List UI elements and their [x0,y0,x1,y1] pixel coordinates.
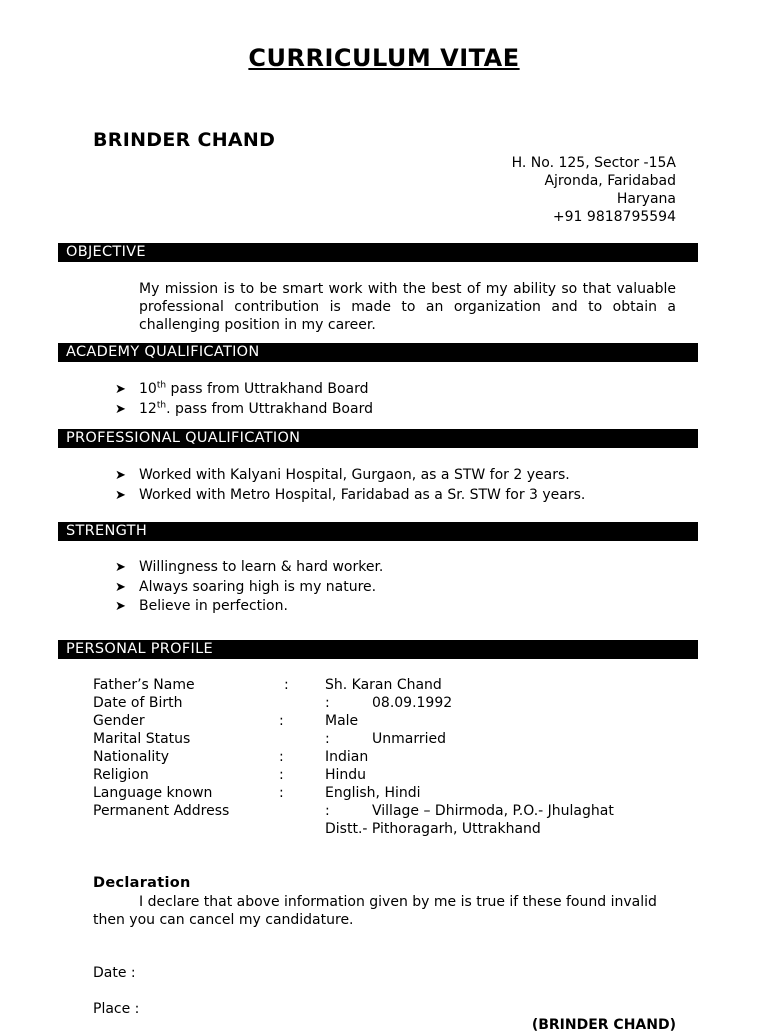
contact-address-block [512,154,676,226]
professional-list [115,466,585,505]
strength-list [115,558,383,617]
section-heading-objective: OBJECTIVE [58,243,698,262]
list-item: ➤ Worked with Kalyani Hospital, Gurgaon, as a STW for 2 years. [115,466,585,486]
arrow-bullet-icon: ➤ [115,401,126,417]
phone-number: +91 9818795594 [552,209,676,225]
document-title: CURRICULUM VITAE [248,44,520,72]
arrow-bullet-icon: ➤ [115,487,126,503]
list-item: ➤ Willingness to learn & hard worker. [115,558,383,578]
academy-list [115,380,373,419]
objective-text: My mission is to be smart work with the best of my ability so that valuable professional contribution is made to an organization and to obtain a challenging position in my career. [139,281,676,333]
list-item: ➤ 10th pass from Uttrakhand Board [115,380,373,400]
arrow-bullet-icon: ➤ [115,579,126,595]
arrow-bullet-icon: ➤ [115,560,126,575]
list-item: ➤ Believe in perfection. [115,597,383,617]
section-heading-academy: ACADEMY QUALIFICATION [58,343,698,362]
address-line: Ajronda, Faridabad [544,173,676,189]
arrow-bullet-icon: ➤ [115,599,126,614]
address-line: Haryana [616,191,676,207]
declaration-heading: Declaration [93,875,191,891]
section-heading-strength: STRENGTH [58,522,698,541]
list-item: ➤ Always soaring high is my nature. [115,578,383,598]
declaration-text: I declare that above information given by me is true if these found invalid then you can cancel my candidature. [93,894,657,928]
list-item: ➤ 12th. pass from Uttrakhand Board [115,400,373,420]
date-label: Date : [93,965,136,981]
address-line: H. No. 125, Sector -15A [511,155,676,171]
arrow-bullet-icon: ➤ [115,468,126,483]
arrow-bullet-icon: ➤ [115,382,126,397]
section-heading-professional: PROFESSIONAL QUALIFICATION [58,429,698,448]
signature-name: (BRINDER CHAND) [531,1017,676,1033]
section-heading-personal-profile: PERSONAL PROFILE [58,640,698,659]
candidate-name: BRINDER CHAND [93,129,276,151]
place-label: Place : [93,1001,140,1017]
list-item: ➤ Worked with Metro Hospital, Faridabad as a Sr. STW for 3 years. [115,486,585,506]
